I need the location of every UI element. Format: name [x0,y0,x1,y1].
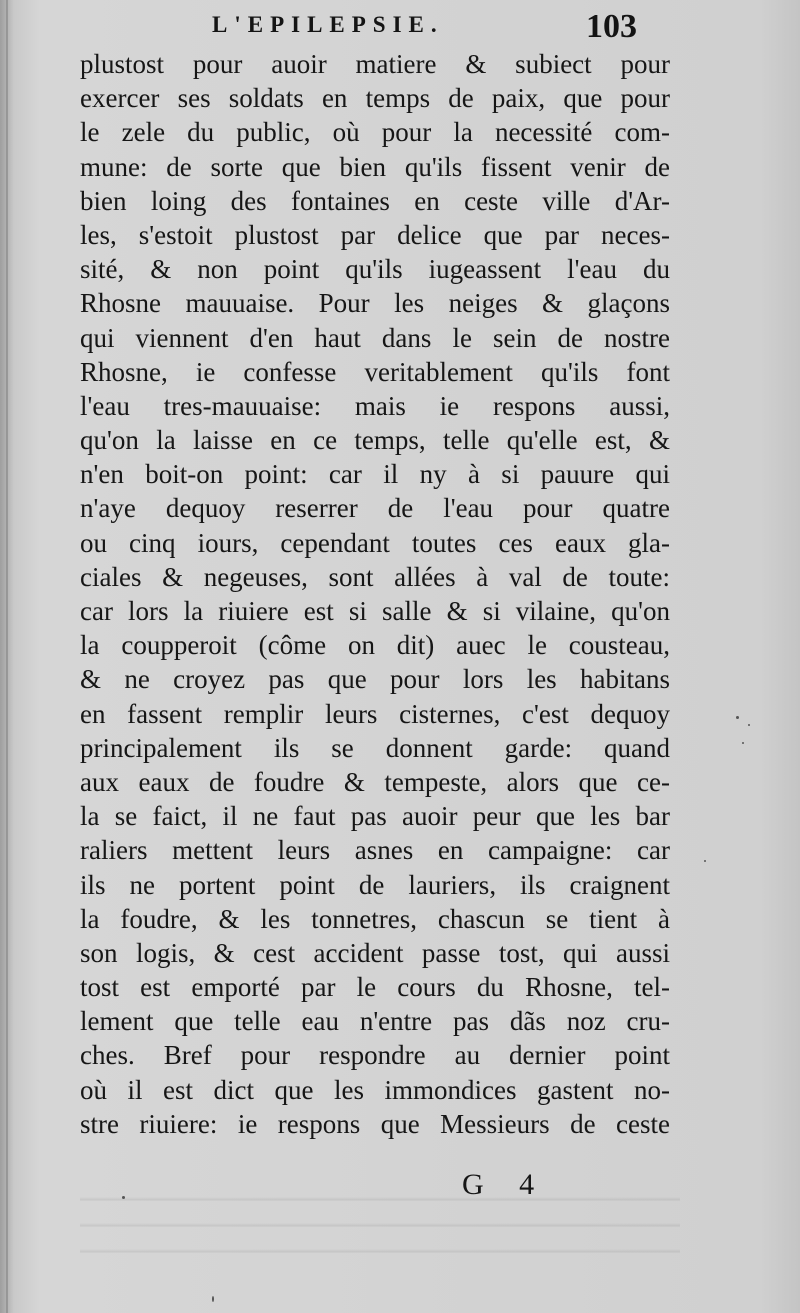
running-head-title: L'EPILEPSIE. [212,12,444,37]
paper-speck [736,716,739,719]
paper-speck [748,724,750,726]
text-line: Rhosne mauuaise. Pour les neiges & glaçons [80,288,670,319]
text-line: bien loing des fontaines en ceste ville d'Ar- [80,185,670,216]
text-line: qu'on la laisse en ce temps, telle qu'elle est, & [80,425,670,456]
paper-speck [212,1296,214,1302]
paper-speck [742,742,744,744]
running-head [0,8,800,48]
text-line: n'aye dequoy reserrer de l'eau pour quatre [80,493,670,524]
text-line: lement que telle eau n'entre pas dãs noz cru- [80,1006,670,1037]
text-line: raliers mettent leurs asnes en campaigne: car [80,835,670,866]
page-number: 103 [586,8,637,45]
text-line: ils ne portent point de lauriers, ils craignent [80,869,670,900]
signature-mark: G 4 [462,1168,549,1201]
text-line: stre riuiere: ie respons que Messieurs de ceste [80,1108,670,1139]
text-line: mune: de sorte que bien qu'ils fissent venir de [80,151,670,182]
text-line: la se faict, il ne faut pas auoir peur que les bar [80,801,670,832]
show-through-texture [80,1195,680,1275]
text-line: les, s'estoit plustost par delice que par neces- [80,219,670,250]
text-line: plustost pour auoir matiere & subiect pour [80,49,670,79]
text-line: exercer ses soldats en temps de paix, que pour [80,83,670,114]
text-line: où il est dict que les immondices gastent no- [80,1074,670,1105]
text-line: le zele du public, où pour la necessité com- [80,117,670,148]
text-line: car lors la riuiere est si salle & si vilaine, qu'on [80,596,670,626]
text-line: qui viennent d'en haut dans le sein de nostre [80,322,670,353]
text-line: principalement ils se donnent garde: quand [80,732,670,763]
text-line: la coupperoit (côme on dit) auec le cousteau, [80,630,670,661]
text-line: la foudre, & les tonnetres, chascun se tient à [80,903,670,934]
paper-speck [122,1196,125,1199]
binding-gutter [6,0,8,1313]
text-line: sité, & non point qu'ils iugeassent l'eau du [80,254,670,285]
text-line: son logis, & cest accident passe tost, qui aussi [80,937,670,968]
paper-speck [704,860,706,862]
text-line: ches. Bref pour respondre au dernier point [80,1040,670,1071]
text-line: l'eau tres-mauuaise: mais ie respons aussi, [80,390,670,421]
body-text [80,47,670,1141]
text-line: Rhosne, ie confesse veritablement qu'ils font [80,356,670,387]
text-line: n'en boit-on point: car il ny à si pauure qui [80,459,670,490]
text-line: tost est emporté par le cours du Rhosne, tel- [80,972,670,1003]
text-line: en fassent remplir leurs cisternes, c'est dequoy [80,698,670,729]
text-line: aux eaux de foudre & tempeste, alors que ce- [80,766,670,797]
text-line: ciales & negeuses, sont allées à val de toute: [80,561,670,592]
text-line: & ne croyez pas que pour lors les habitans [80,664,670,695]
text-line: ou cinq iours, cependant toutes ces eaux gla- [80,527,670,558]
